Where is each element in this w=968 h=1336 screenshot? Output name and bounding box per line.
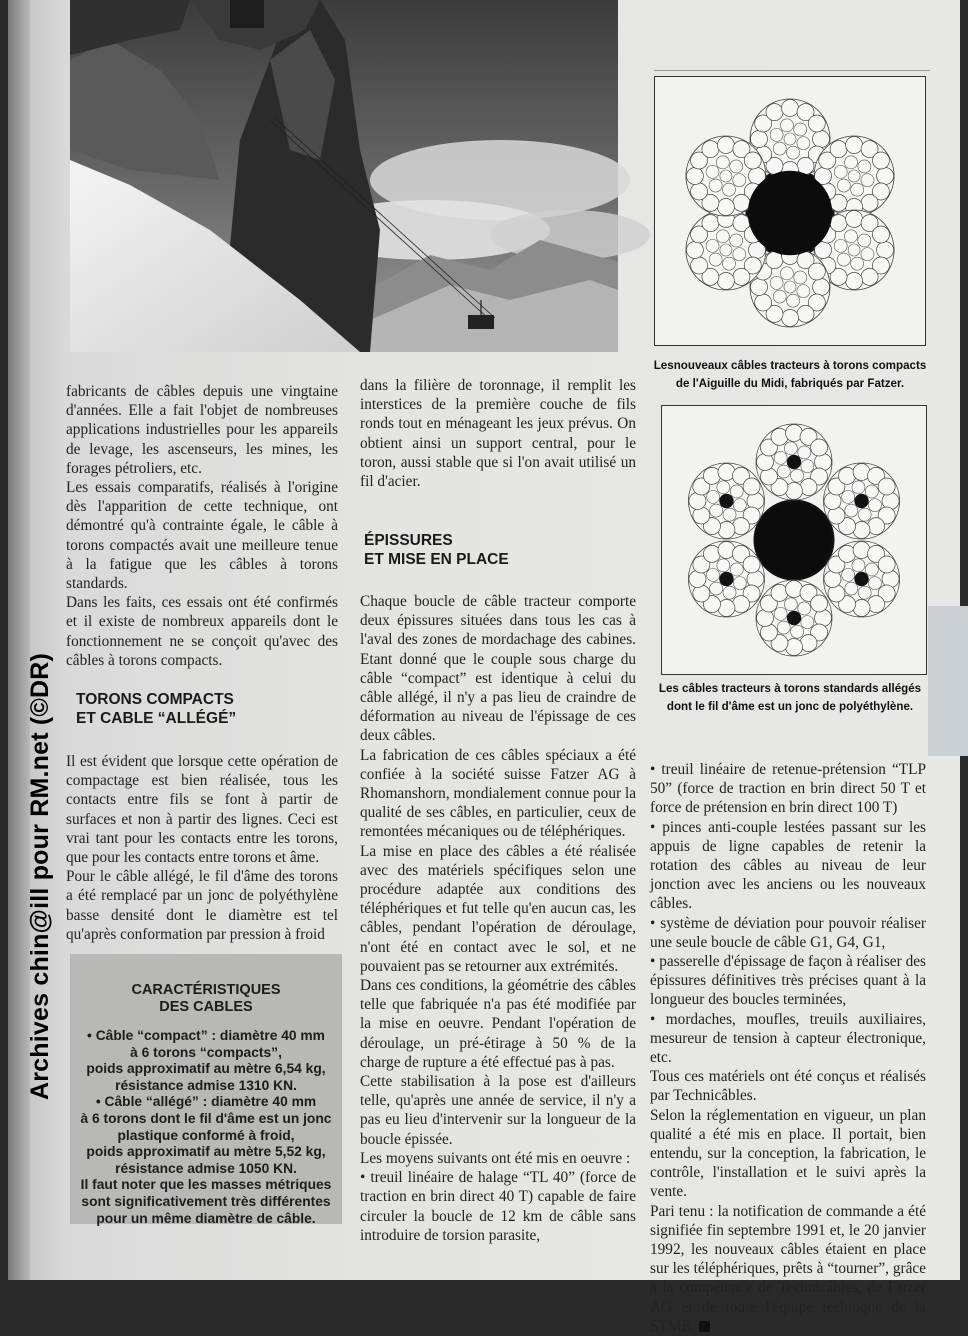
box-line: à 6 torons “compacts”,	[130, 1044, 282, 1060]
wire-circle	[848, 170, 860, 182]
wire-circle	[797, 157, 814, 174]
wire-circle	[717, 481, 730, 494]
box-line: plastique conformé à froid,	[117, 1127, 295, 1143]
wire-circle	[855, 494, 869, 508]
wire-circle	[716, 156, 729, 169]
wire-circle	[842, 568, 855, 581]
heading-line: ET MISE EN PLACE	[364, 551, 509, 568]
paragraph: La fabrication de ces câbles spéciaux a été confiée à la société suisse Fatzer AG à Rhomanshorn, mondialement connue pour la qualité de ses câbles, en particulier, ceux de remontées mécaniques ou de téléphériques.	[360, 746, 636, 841]
wire-circle	[801, 460, 814, 473]
wire-circle	[787, 294, 800, 307]
wire-circle	[756, 502, 832, 578]
wire-circle	[710, 582, 723, 595]
wire-circle	[787, 455, 801, 469]
wire-circle	[755, 294, 772, 311]
wire-circle	[773, 290, 786, 303]
wire-circle	[865, 485, 878, 498]
box-title-line: DES CABLES	[159, 999, 253, 1015]
box-title-line: CARACTÉRISTIQUES	[131, 982, 281, 998]
wire-circle	[868, 577, 881, 590]
column-3	[650, 760, 926, 1336]
wire-circle	[717, 559, 730, 572]
wire-circle	[845, 504, 858, 517]
wire-circle	[766, 252, 783, 269]
paragraph: La mise en place des câbles a été réalisée avec des matériels spécifiques selon une procédure adaptée aux conditions des téléphériques et fut telle qu'en aucun cas, les câbles, pendant l'opération de déroulage, n'ont été en contact avec le sol, et ne pouvaient pas se retourner aux extrémités.	[360, 842, 636, 975]
wire-circle	[707, 490, 720, 503]
column-2-body	[360, 592, 636, 1245]
box-body	[70, 1028, 342, 1227]
wire-circle	[706, 165, 719, 178]
wire-circle	[851, 257, 864, 270]
paragraph: • système de déviation pour pouvoir réaliser une seule boucle de câble G1, G4, G1,	[650, 914, 926, 951]
wire-circle	[730, 234, 743, 247]
box-line: résistance admise 1310 KN.	[115, 1077, 297, 1093]
wire-circle	[723, 257, 736, 270]
box-line: • Câble “compact” : diamètre 40 mm	[87, 1028, 325, 1043]
wire-circle	[813, 131, 830, 148]
wire-circle	[748, 171, 832, 255]
wire-circle	[733, 248, 746, 261]
characteristics-box	[70, 954, 342, 1224]
wire-circle	[848, 244, 860, 256]
wire-circle	[830, 215, 847, 232]
figure-caption: Lesnouveaux câbles tracteurs à torons compacts de l'Aiguille du Midi, fabriqués par Fatzer.	[653, 359, 927, 390]
wire-circle	[751, 131, 768, 148]
wire-circle	[842, 490, 855, 503]
mountain-photo	[70, 0, 618, 352]
wire-circle	[791, 625, 804, 638]
paragraph: Chaque boucle de câble tracteur comporte deux épissures situées dans tous les cas à l'aval des zones de mordachage des cabines. Etant donné que le couple sous charge du câble “compact” est identique à celui du câble allégé, il n'y a pas lieu de craindre de déformation au niveau de l'épissage de ces deux câbles.	[360, 593, 636, 745]
paragraph: • passerelle d'épissage de façon à réaliser des épissures définitives très précises quant à la longueur des boucles terminées,	[650, 953, 926, 1009]
wire-circle	[691, 257, 708, 274]
compact-strand-diagram	[655, 77, 925, 345]
wire-circle	[782, 100, 799, 117]
wire-circle	[872, 226, 889, 243]
wire-circle	[852, 481, 865, 494]
wire-circle	[834, 165, 847, 178]
wire-circle	[877, 168, 894, 185]
wire-circle	[784, 133, 796, 145]
heading-line: TORONS COMPACTS	[76, 691, 234, 708]
magazine-page	[8, 0, 960, 1335]
wire-circle	[774, 451, 787, 464]
wire-circle	[719, 494, 733, 508]
wire-circle	[723, 508, 736, 521]
figure-caption: Les câbles tracteurs à torons standards allégés dont le fil d'âme est un jonc de polyéthylène.	[658, 682, 922, 713]
wire-circle	[702, 141, 719, 158]
wire-circle	[834, 239, 847, 252]
wire-circle	[733, 268, 750, 285]
wire-circle	[706, 239, 719, 252]
wire-circle	[794, 123, 807, 136]
wire-circle	[861, 174, 874, 187]
wire-circle	[730, 485, 743, 498]
wire-circle	[797, 285, 810, 298]
wire-circle	[717, 273, 734, 290]
wire-circle	[784, 598, 797, 611]
wire-circle	[791, 469, 804, 482]
paragraph: Les moyens suivants ont été mis en oeuvre :	[360, 1149, 631, 1167]
wire-circle	[720, 244, 732, 256]
box-title	[70, 982, 342, 1016]
wire-circle	[858, 234, 871, 247]
wire-circle	[784, 442, 797, 455]
wire-circle	[686, 168, 703, 185]
paragraph: Pour le câble allégé, le fil d'âme des torons a été remplacé par un jonc de polyéthylène basse densité dont le diamètre est tel qu'après conformation par pression à froid	[66, 868, 338, 943]
wire-circle	[858, 508, 871, 521]
wire-circle	[744, 152, 761, 169]
end-mark-icon	[699, 1321, 710, 1332]
paragraph: • treuil linéaire de retenue-prétension “TLP 50” (force de traction en brin direct 50 T et force de prétension en brin direct 100 T)	[650, 761, 926, 817]
wire-circle	[720, 170, 732, 182]
heading-line: ÉPISSURES	[364, 532, 453, 549]
wire-circle	[730, 160, 743, 173]
wire-circle	[808, 115, 825, 132]
paragraph	[650, 1202, 926, 1336]
wire-circle	[709, 253, 722, 266]
box-line: à 6 torons dont le fil d'âme est un jonc	[80, 1110, 332, 1126]
wire-circle	[846, 137, 863, 154]
wire-circle	[782, 310, 799, 327]
wire-circle	[780, 119, 793, 132]
paragraph: Selon la réglementation en vigueur, un plan qualité a été mis en place. Il portait, bien entendu, sur la conception, la fabrication, le contrôle, l'installation et le suivi après la vente.	[650, 1106, 926, 1201]
wire-circle	[723, 183, 736, 196]
wire-circle	[733, 194, 750, 211]
wire-circle	[846, 273, 863, 290]
wire-circle	[845, 582, 858, 595]
box-line: • Câble “allégé” : diamètre 40 mm	[95, 1094, 317, 1110]
paragraph: Il est évident que lorsque cette opération de compactage est bien réalisée, tous les contacts entre fils se font à partir de surfaces et non à partir des lignes. Ceci est vrai tant pour les contacts entre les torons, que pour les contacts entre torons et âme.	[66, 753, 338, 867]
wire-circle	[784, 281, 796, 293]
wire-circle	[830, 141, 847, 158]
wire-circle	[730, 563, 743, 576]
wire-circle	[813, 279, 830, 296]
box-line: pour un même diamètre de câble.	[96, 1210, 316, 1226]
wire-circle	[797, 137, 810, 150]
wire-circle	[852, 559, 865, 572]
wire-circle	[733, 499, 746, 512]
paragraph: • treuil linéaire de halage “TL 40” (force de traction en brin direct 40 T) capable de faire circuler la boucle de 12 km de câble sans introduire de torsion parasite,	[360, 1169, 636, 1244]
wire-circle	[787, 146, 800, 159]
wire-circle	[858, 160, 871, 173]
adjacent-page-box	[928, 606, 968, 756]
paragraph: Dans les faits, ces essais ont été confirmés et il existe de nombreux appareils dont le fonctionnement ne se conçoit qu'avec des câbles à torons compacts.	[66, 594, 338, 669]
wire-circle	[770, 128, 783, 141]
divider	[654, 70, 930, 71]
wire-circle	[808, 263, 825, 280]
wire-circle	[777, 621, 790, 634]
box-line: Il faut noter que les masses métriques	[80, 1177, 332, 1193]
wire-circle	[707, 568, 720, 581]
wire-circle	[877, 242, 894, 259]
wire-circle	[770, 276, 783, 289]
wire-circle	[686, 242, 703, 259]
wire-circle	[861, 248, 874, 261]
wire-circle	[716, 230, 729, 243]
wire-circle	[861, 268, 878, 285]
wire-circle	[855, 572, 869, 586]
wire-circle	[844, 230, 857, 243]
wire-circle	[751, 279, 768, 296]
wire-circle	[766, 104, 783, 121]
wire-circle	[865, 563, 878, 576]
wire-circle	[743, 478, 760, 495]
section-heading-epissures	[364, 531, 509, 569]
wire-circle	[702, 215, 719, 232]
wire-circle	[868, 499, 881, 512]
wire-circle	[797, 305, 814, 322]
wire-circle	[846, 211, 863, 228]
wire-circle	[733, 577, 746, 590]
paragraph-text: Pari tenu : la notification de commande a été signifiée fin septembre 1991 et, le 20 janvier 1992, les nouveaux câbles étaient en place sur les téléphériques, prêts à “tourner”, grâce à la compétence de Technicâbles, de Fatzer AG et de toute l'équipe technique de la STMB.	[650, 1202, 926, 1335]
standard-strand-diagram	[662, 406, 926, 674]
paragraph: Cette stabilisation à la pose est d'ailleurs telle, qu'après une année de service, il n'y a pas eu lieu d'intervenir sur la longueur de la boucle épissée.	[360, 1073, 636, 1148]
wire-circle	[801, 616, 814, 629]
paragraph: Les essais comparatifs, réalisés à l'origine dès l'apparition de cette technique, ont démontré qu'à contrainte égale, le câble à torons compactés avait une meilleure tenue à la fatigue que les câbles à torons standards.	[66, 479, 338, 593]
heading-line: ET CABLE “ALLÉGÉ”	[76, 710, 237, 727]
column-1-body	[66, 752, 338, 944]
wire-circle	[719, 572, 733, 586]
wire-circle	[878, 478, 895, 495]
wire-circle	[691, 183, 708, 200]
wire-circle	[878, 556, 895, 573]
wire-circle	[773, 142, 786, 155]
box-line: poids approximatif au mètre 6,54 kg,	[86, 1061, 326, 1077]
box-line: sont significativement très différentes	[81, 1193, 331, 1209]
wire-circle	[794, 271, 807, 284]
wire-circle	[851, 183, 864, 196]
paragraph: Tous ces matériels ont été conçus et réalisés par Technicâbles.	[650, 1068, 926, 1105]
paragraph: Dans ces conditions, la géométrie des câbles telle que fabriquée n'a pas été modifiée par la mise en oeuvre. Pendant l'opération de déroulage, un pré-étirage à 50 % de la charge de rupture a été effectué pas à pas.	[360, 977, 636, 1071]
box-line: poids approximatif au mètre 5,52 kg,	[86, 1144, 326, 1160]
paragraph: • mordaches, moufles, treuils auxiliaires, mesureur de tension à capteur électronique, etc.	[650, 1010, 926, 1067]
wire-circle	[774, 607, 787, 620]
wire-circle	[861, 194, 878, 211]
wire-circle	[837, 253, 850, 266]
cable-cross-section-standard	[661, 405, 927, 675]
wire-circle	[811, 439, 828, 456]
box-line: résistance admise 1050 KN.	[115, 1160, 297, 1176]
paragraph: dans la filière de toronnage, il remplit les interstices de la première couche de fils ronds tout en ménageant les jeux prévus. On obtient ainsi un support central, pour le toron, aussi stable que si l'on avait utilisé un fil d'acier.	[360, 377, 636, 491]
wire-circle	[844, 156, 857, 169]
wire-circle	[710, 504, 723, 517]
wire-circle	[798, 602, 811, 615]
photo-illustration	[70, 0, 618, 352]
paragraph: • pinces anti-couple lestées passant sur les appuis de ligne capables de retenir la rotation des câbles au niveau de leur jonction avec les anciens ou les nouveaux câbles.	[650, 818, 926, 913]
wire-circle	[717, 199, 734, 216]
column-1-intro	[66, 382, 338, 670]
cable-cross-section-compact	[654, 76, 926, 346]
wire-circle	[787, 611, 801, 625]
wire-circle	[723, 586, 736, 599]
wire-circle	[811, 595, 828, 612]
wire-circle	[709, 179, 722, 192]
column-2-top	[360, 376, 636, 491]
wire-circle	[733, 174, 746, 187]
wire-circle	[717, 137, 734, 154]
wire-circle	[837, 179, 850, 192]
wire-circle	[872, 152, 889, 169]
wire-circle	[777, 465, 790, 478]
paragraph: fabricants de câbles depuis une vingtaine d'années. Elle a fait l'objet de nombreuses applications industrielles pour les appareils de levage, les ascenseurs, les mines, les forages pétroliers, etc.	[66, 383, 338, 477]
section-heading-torons	[76, 690, 236, 728]
wire-circle	[780, 267, 793, 280]
watermark-credit: Archives chin@ill pour RM.net (©DR)	[26, 652, 54, 1100]
wire-circle	[743, 556, 760, 573]
wire-circle	[858, 586, 871, 599]
wire-circle	[798, 446, 811, 459]
